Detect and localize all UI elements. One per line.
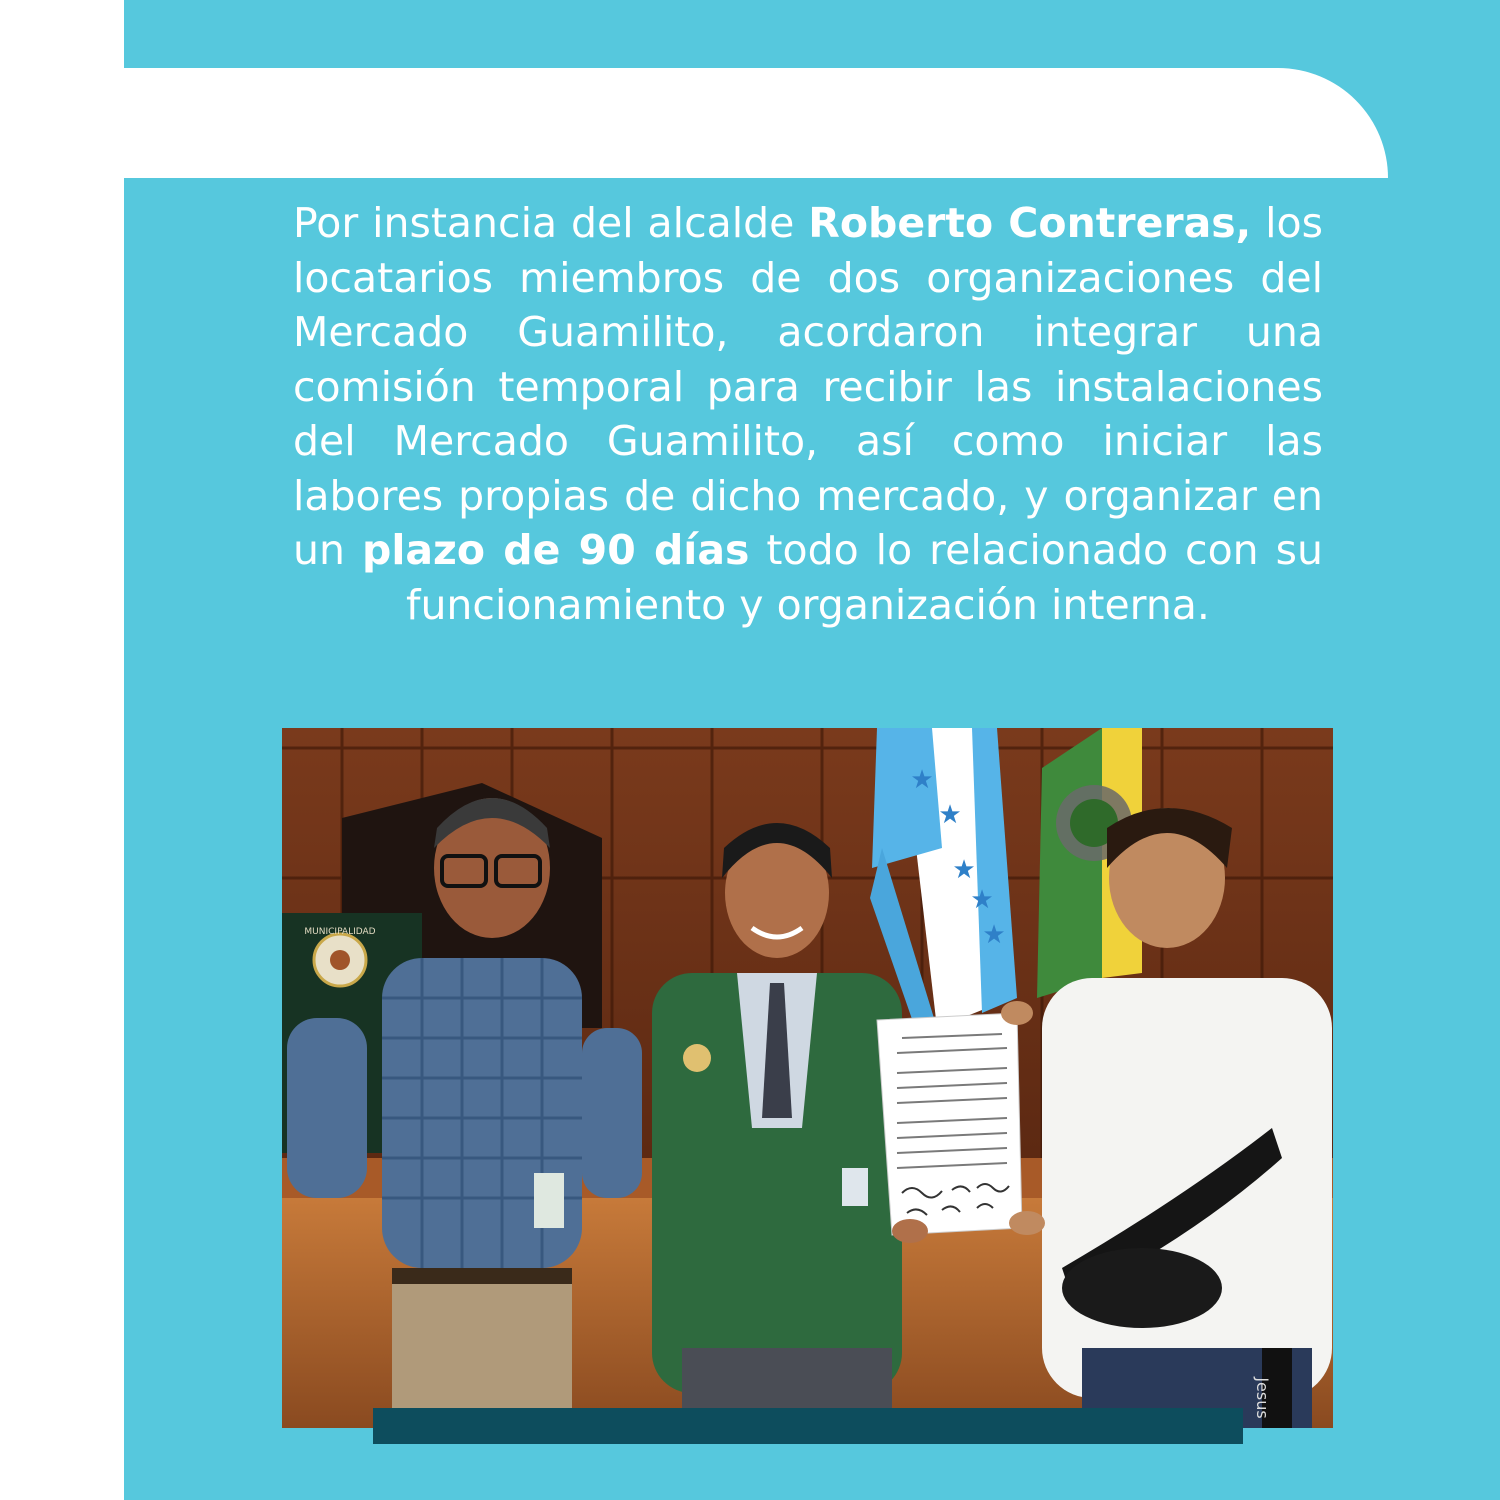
accent-bar [373, 1408, 1243, 1444]
body-paragraph [293, 196, 1323, 632]
body-text-part2: los locatarios miembros de dos organizaciones del Mercado Guamilito, acordaron integrar una comisión temporal para recibir las instalaciones del Mercado Guamilito, así como iniciar las labores propias de dicho mercado, y organizar en un [293, 199, 1323, 574]
podium-label: MUNICIPALIDAD [304, 927, 376, 937]
event-photo [282, 728, 1333, 1428]
deadline-highlight: plazo de 90 días [361, 526, 750, 574]
header-tab [124, 68, 1388, 178]
svg-text:★: ★ [952, 855, 976, 885]
body-text-part3: todo lo relacionado con su funcionamiento y organización interna. [406, 526, 1323, 629]
svg-text:★: ★ [938, 800, 962, 830]
lanyard-text: Jesus [1253, 1377, 1272, 1419]
body-text-part1: Por instancia del alcalde [293, 199, 809, 247]
svg-text:★: ★ [910, 765, 934, 795]
photo-illustration [282, 728, 1333, 1428]
svg-text:★: ★ [970, 885, 994, 915]
svg-text:★: ★ [982, 920, 1006, 950]
mayor-name: Roberto Contreras, [808, 199, 1252, 247]
